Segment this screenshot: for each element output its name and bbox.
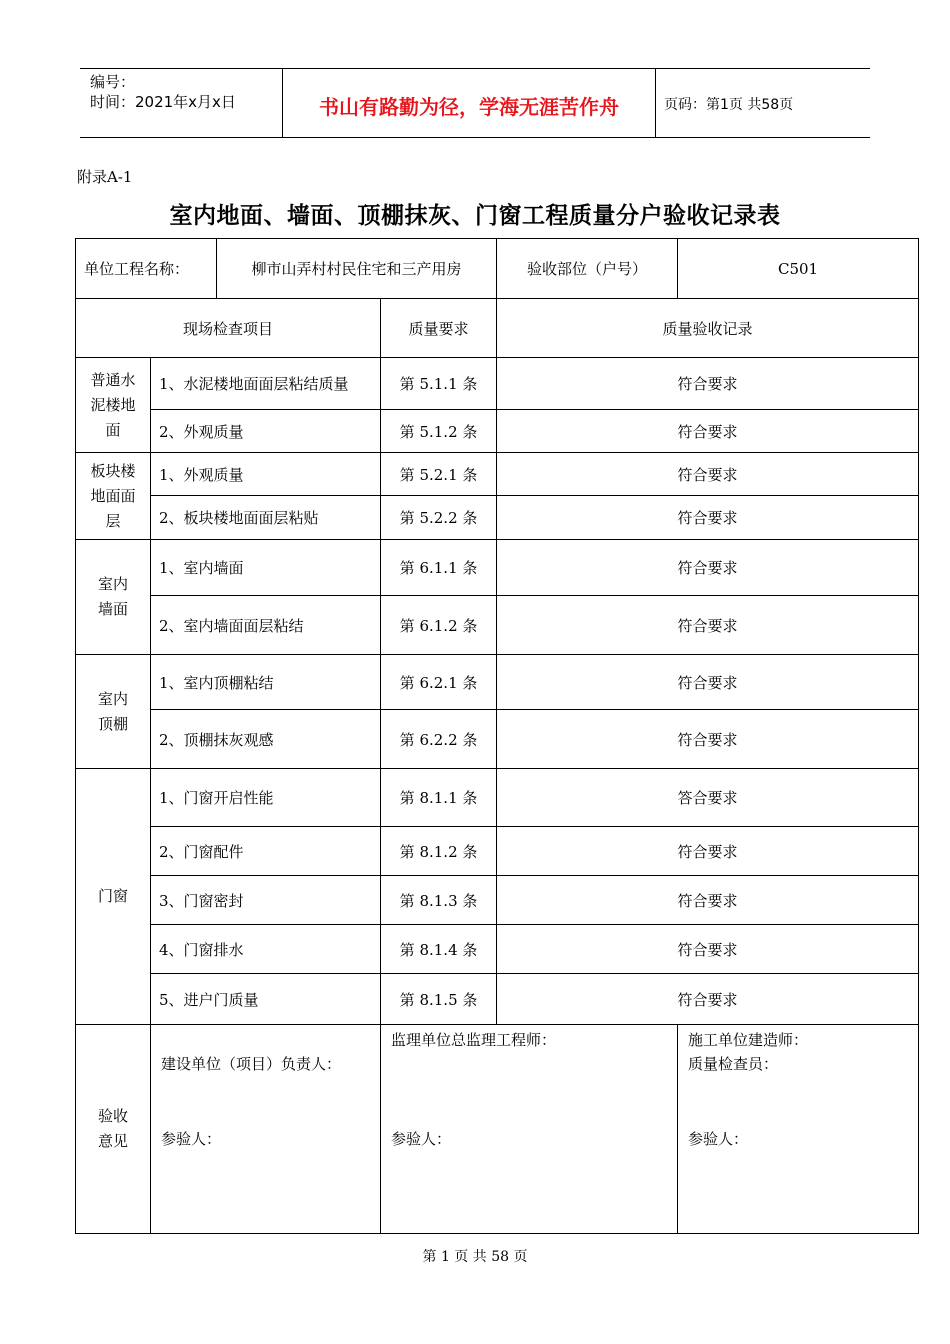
- inspection-record: 符合要求: [497, 410, 919, 453]
- document-number-label: 编号：: [90, 73, 136, 91]
- quality-requirement: 第 5.2.2 条: [381, 496, 497, 540]
- info-row: [76, 239, 919, 299]
- quality-requirement: 第 8.1.1 条: [381, 769, 497, 827]
- check-item: 2、门窗配件: [151, 827, 381, 876]
- inspection-record: 符合要求: [497, 876, 919, 925]
- table-row: [76, 974, 919, 1025]
- inspection-record: 符合要求: [497, 974, 919, 1025]
- table-row: [76, 769, 919, 827]
- appendix-label: 附录A-1: [77, 168, 133, 186]
- inspection-table: [75, 238, 919, 1234]
- check-item: 1、室内墙面: [151, 540, 381, 596]
- inspection-record: 符合要求: [497, 710, 919, 769]
- quality-requirement: 第 8.1.3 条: [381, 876, 497, 925]
- table-row: [76, 453, 919, 496]
- category-label-line: 门窗: [97, 887, 128, 905]
- quality-requirement: 第 5.1.2 条: [381, 410, 497, 453]
- supervisor-inspector-label: 参验人：: [391, 1130, 452, 1148]
- header-motto: 书山有路勤为径，学海无涯苦作舟: [319, 95, 619, 119]
- inspection-part-value: C501: [678, 239, 919, 299]
- table-row: [76, 596, 919, 655]
- check-item: 2、顶棚抹灰观感: [151, 710, 381, 769]
- table-row: [76, 410, 919, 453]
- category-cell: [76, 358, 151, 453]
- acceptance-label-line: 验收: [97, 1107, 128, 1125]
- category-label-line: 泥楼地: [90, 395, 136, 414]
- category-label-line: 面: [105, 420, 121, 439]
- inspection-record: 符合要求: [497, 596, 919, 655]
- inspection-record: 符合要求: [497, 925, 919, 974]
- quality-requirement: 第 8.1.2 条: [381, 827, 497, 876]
- check-item: 4、门窗排水: [151, 925, 381, 974]
- unit-name-value: 柳市山弄村村民住宅和三产用房: [217, 239, 497, 299]
- contractor-signature-cell: [678, 1025, 919, 1234]
- category-label-line: 层: [105, 511, 121, 530]
- check-item: 3、门窗密封: [151, 876, 381, 925]
- quality-requirement: 第 8.1.4 条: [381, 925, 497, 974]
- owner-signature-cell: [151, 1025, 381, 1234]
- table-row: [76, 925, 919, 974]
- inspection-part-label: 验收部位（户号）: [497, 239, 678, 299]
- header-meta-cell: [80, 69, 282, 137]
- signature-row: [76, 1025, 919, 1234]
- category-label-line: 墙面: [97, 600, 128, 618]
- quality-requirement: 第 6.1.1 条: [381, 540, 497, 596]
- category-cell: [76, 540, 151, 655]
- quality-requirement: 第 5.1.1 条: [381, 358, 497, 410]
- document-time: 时间：2021年x月x日: [90, 93, 236, 111]
- quality-requirement: 第 8.1.5 条: [381, 974, 497, 1025]
- contractor-inspector-label: 参验人：: [688, 1130, 749, 1148]
- category-cell: [76, 769, 151, 1025]
- document-header: [80, 68, 870, 138]
- table-row: [76, 358, 919, 410]
- category-label-line: 顶棚: [97, 714, 128, 733]
- category-cell: [76, 655, 151, 769]
- column-header-requirement: 质量要求: [381, 299, 497, 358]
- header-motto-cell: [282, 69, 656, 137]
- table-row: [76, 876, 919, 925]
- acceptance-opinion-label: [76, 1025, 151, 1234]
- table-row: [76, 496, 919, 540]
- page-title: 室内地面、墙面、顶棚抹灰、门窗工程质量分户验收记录表: [169, 202, 781, 229]
- inspection-record: 答合要求: [497, 769, 919, 827]
- inspection-record: 符合要求: [497, 827, 919, 876]
- category-label-line: 地面面: [90, 486, 136, 505]
- table-row: [76, 540, 919, 596]
- unit-name-label: 单位工程名称：: [76, 239, 217, 299]
- category-label-line: 板块楼: [90, 461, 136, 480]
- inspection-record: 符合要求: [497, 358, 919, 410]
- column-header-row: [76, 299, 919, 358]
- supervisor-engineer-label: 监理单位总监理工程师：: [391, 1031, 557, 1049]
- column-header-record: 质量验收记录: [497, 299, 919, 358]
- quality-requirement: 第 6.2.2 条: [381, 710, 497, 769]
- category-label-line: 室内: [97, 575, 128, 593]
- column-header-item: 现场检查项目: [76, 299, 381, 358]
- check-item: 2、板块楼地面面层粘贴: [151, 496, 381, 540]
- category-label-line: 室内: [97, 689, 128, 708]
- category-label-line: 普通水: [90, 370, 136, 389]
- check-item: 2、外观质量: [151, 410, 381, 453]
- quality-requirement: 第 6.2.1 条: [381, 655, 497, 710]
- check-item: 1、外观质量: [151, 453, 381, 496]
- contractor-builder-label: 施工单位建造师：: [688, 1031, 809, 1049]
- check-item: 5、进户门质量: [151, 974, 381, 1025]
- inspection-record: 符合要求: [497, 453, 919, 496]
- supervisor-signature-cell: [381, 1025, 678, 1234]
- inspection-record: 符合要求: [497, 496, 919, 540]
- table-row: [76, 655, 919, 710]
- check-item: 1、水泥楼地面面层粘结质量: [151, 358, 381, 410]
- check-item: 1、室内顶棚粘结: [151, 655, 381, 710]
- inspection-record: 符合要求: [497, 540, 919, 596]
- table-row: [76, 710, 919, 769]
- check-item: 1、门窗开启性能: [151, 769, 381, 827]
- owner-inspector-label: 参验人：: [161, 1130, 222, 1148]
- header-page-info: 页码：第1页 共58页: [664, 97, 794, 113]
- inspection-record: 符合要求: [497, 655, 919, 710]
- quality-requirement: 第 5.2.1 条: [381, 453, 497, 496]
- check-item: 2、室内墙面面层粘结: [151, 596, 381, 655]
- page-footer: 第 1 页 共 58 页: [422, 1249, 528, 1265]
- owner-responsible-label: 建设单位（项目）负责人：: [161, 1055, 342, 1073]
- header-page-cell: [656, 69, 870, 137]
- contractor-quality-inspector-label: 质量检查员：: [688, 1055, 779, 1073]
- table-row: [76, 827, 919, 876]
- acceptance-label-line: 意见: [97, 1132, 128, 1150]
- quality-requirement: 第 6.1.2 条: [381, 596, 497, 655]
- category-cell: [76, 453, 151, 540]
